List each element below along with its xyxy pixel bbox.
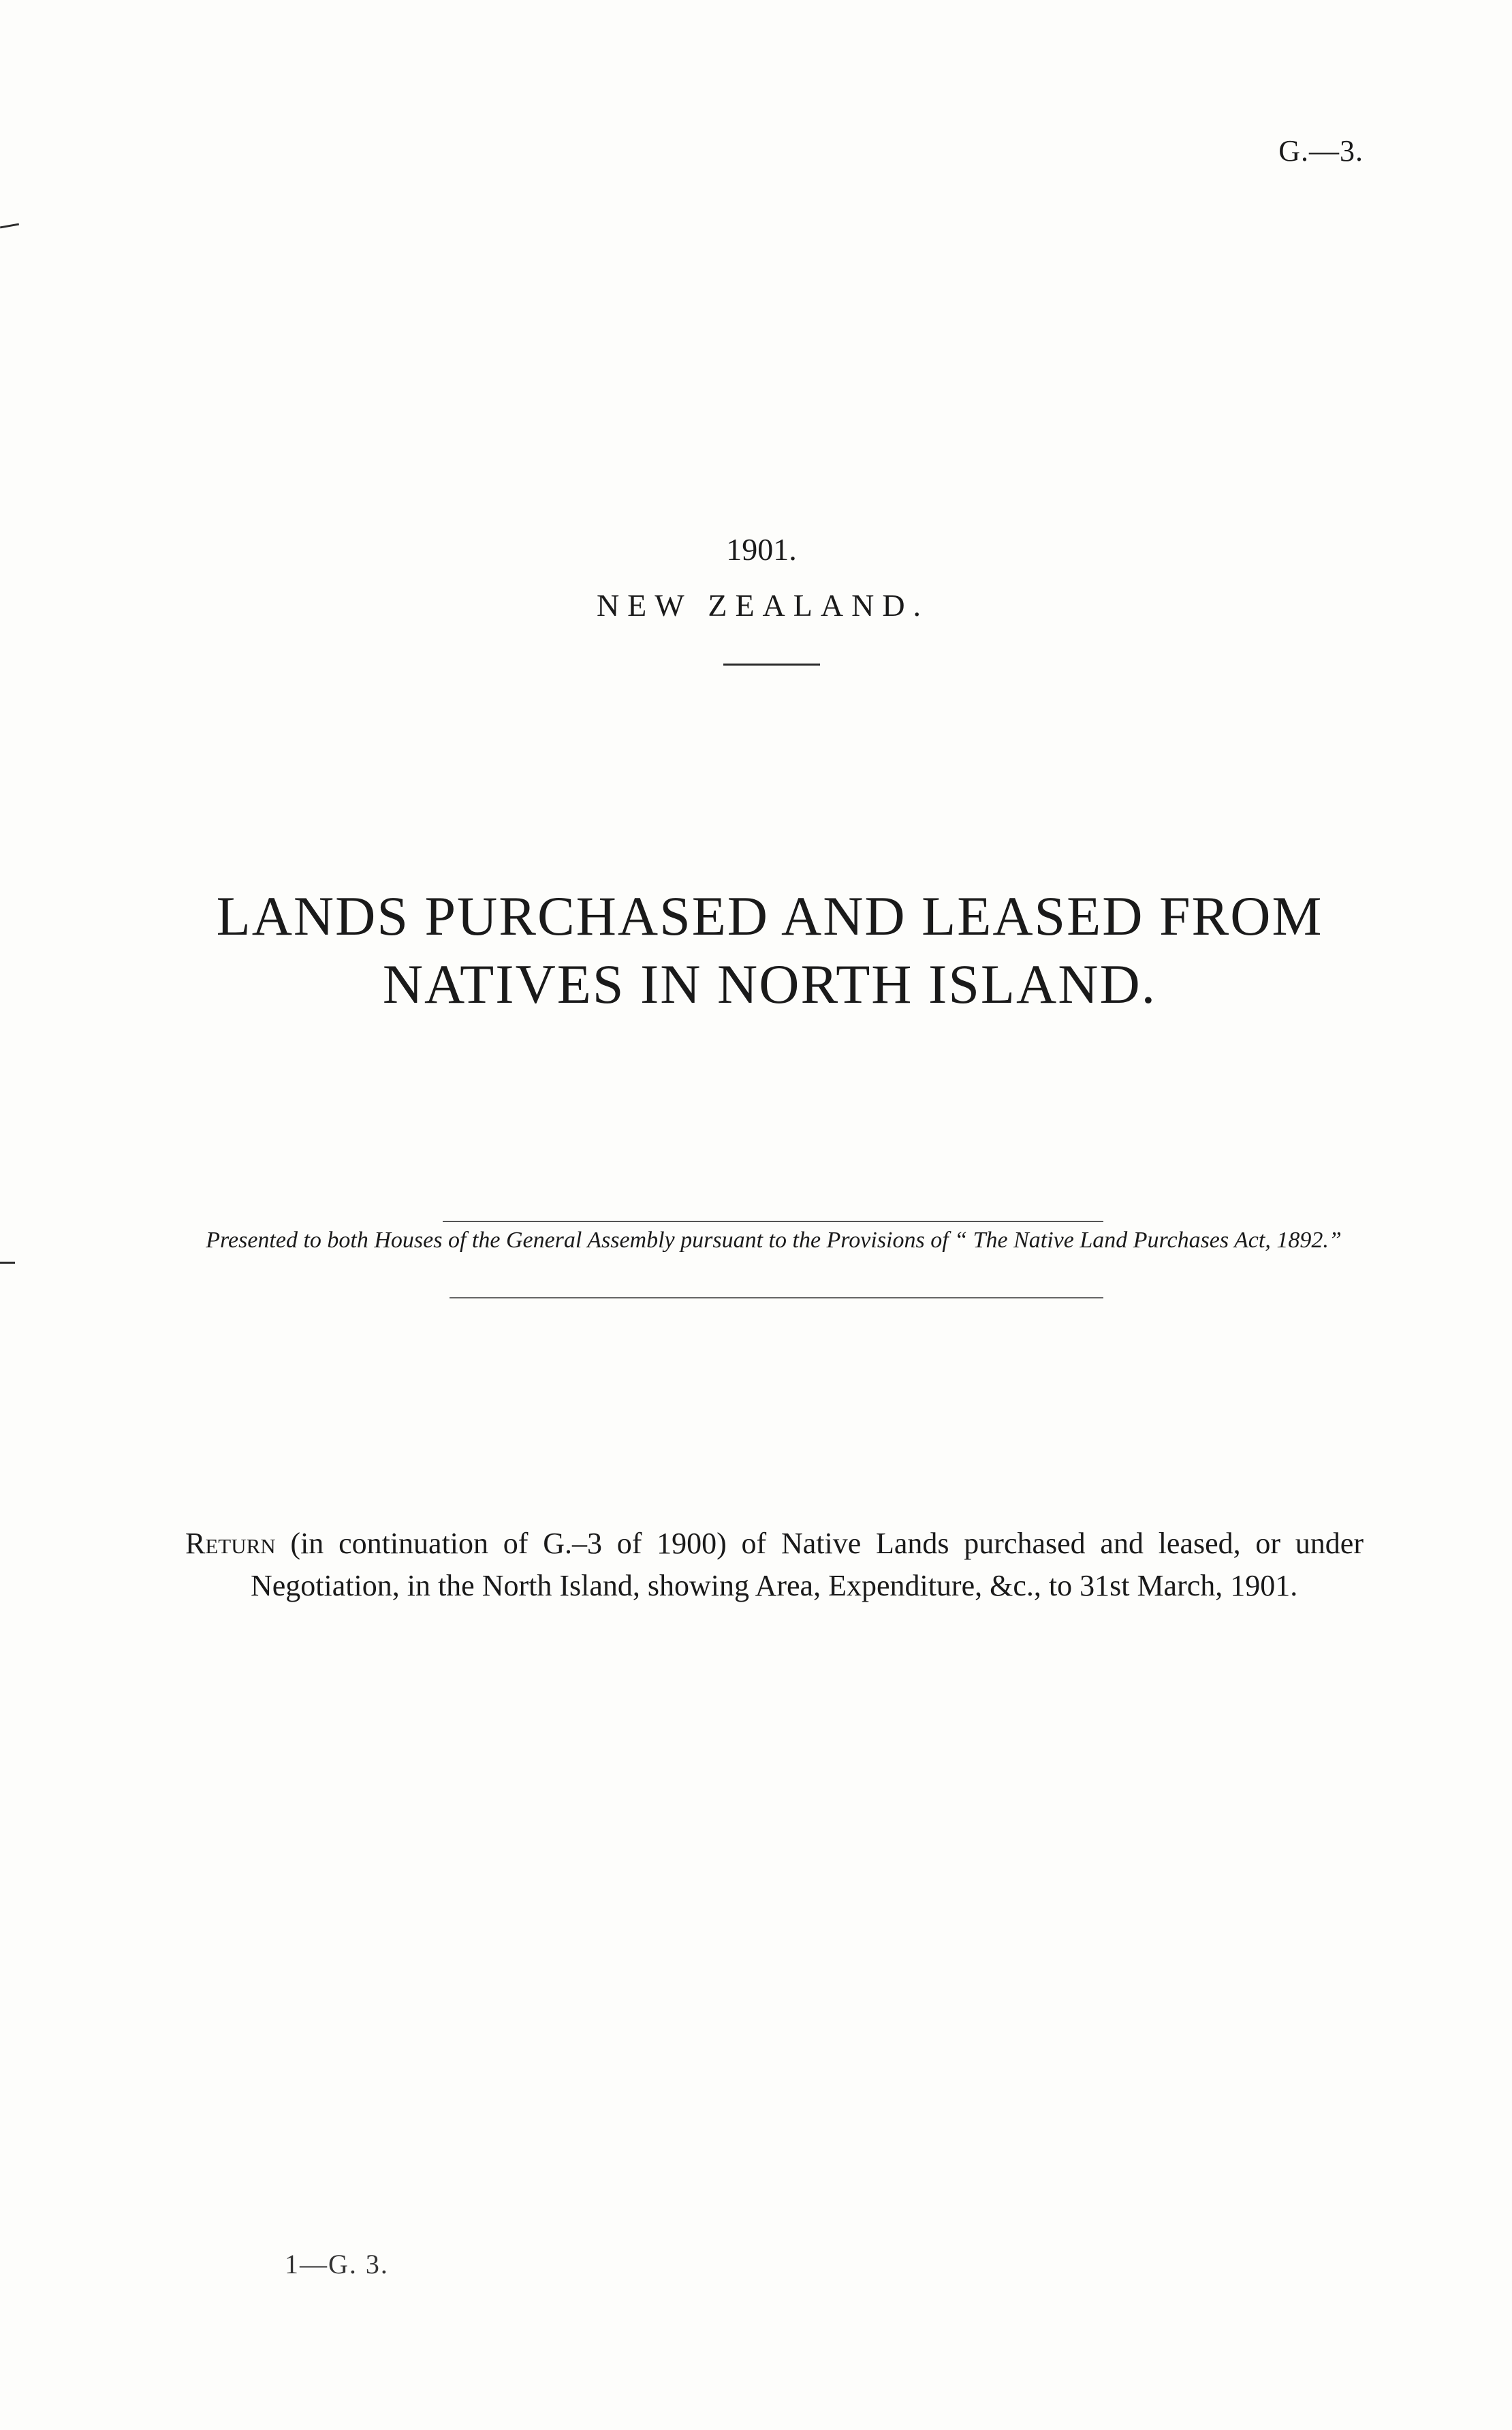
margin-mark [0,223,19,229]
publication-year: 1901. [726,532,797,567]
divider [450,1297,1103,1298]
country-heading: NEW ZEALAND. [596,588,930,623]
document-title: LANDS PURCHASED AND LEASED FROM NATIVES IN NORTH ISLAND. [216,885,1323,1015]
footer-signature: 1—G. 3. [285,2249,389,2279]
presentation-note: Presented to both Houses of the General Assembly pursuant to the Provisions of “ The Native Land Purchases Act, 1892.” [206,1228,1342,1253]
margin-mark [0,1262,15,1264]
return-body: (in continuation of G.–3 of 1900) of Native Lands purchased and leased, or under Negotiation, in the North Island, showing Area, Expenditure, &c., to 31st March, 1901. [251,1527,1364,1602]
document-reference: G.—3. [1278,134,1364,168]
divider [723,664,820,666]
divider [443,1221,1103,1222]
return-lead-word: Return [185,1527,276,1560]
return-paragraph [185,1523,1364,1607]
